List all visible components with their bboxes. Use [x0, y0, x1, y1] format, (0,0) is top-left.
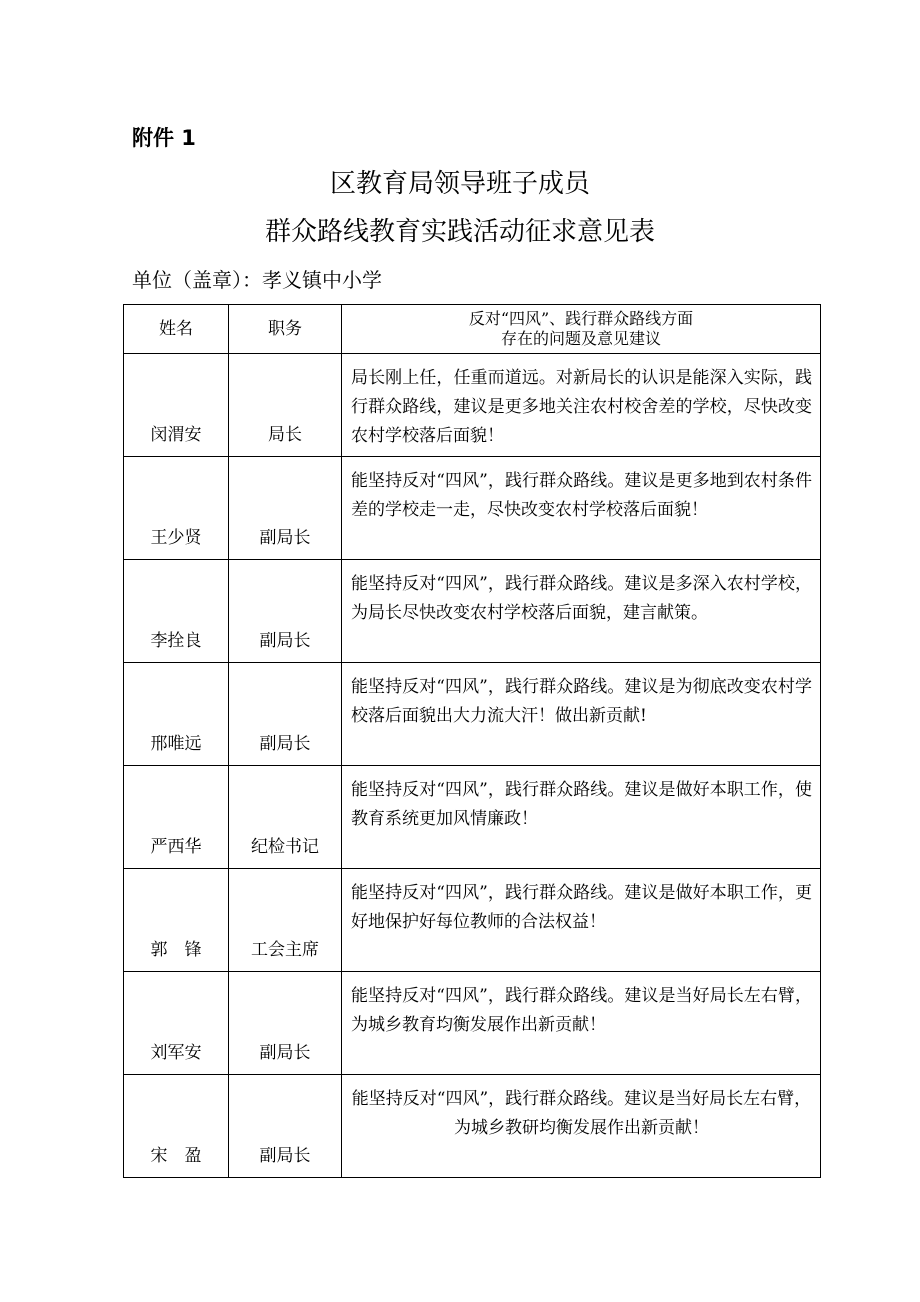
row-position: 工会主席 [229, 869, 342, 972]
row-position: 副局长 [229, 457, 342, 560]
table-row [124, 457, 821, 560]
table-row [124, 972, 821, 1075]
table-row [124, 1075, 821, 1178]
row-suggestion: 能坚持反对“四风”，践行群众路线。建议是当好局长左右臂，为城乡教研均衡发展作出新贡献！ [342, 1075, 821, 1178]
row-suggestion: 能坚持反对“四风”，践行群众路线。建议是多深入农村学校，为局长尽快改变农村学校落后面貌，建言献策。 [342, 560, 821, 663]
row-position: 副局长 [229, 972, 342, 1075]
header-name: 姓名 [124, 305, 229, 354]
row-name: 宋 盈 [124, 1075, 229, 1178]
title-line-2: 群众路线教育实践活动征求意见表 [264, 217, 655, 247]
row-position: 纪检书记 [229, 766, 342, 869]
row-suggestion: 能坚持反对“四风”，践行群众路线。建议是做好本职工作，更好地保护好每位教师的合法权益！ [342, 869, 821, 972]
row-position: 局长 [229, 354, 342, 457]
row-position: 副局长 [229, 560, 342, 663]
row-suggestion: 能坚持反对“四风”，践行群众路线。建议是为彻底改变农村学校落后面貌出大力流大汗！做出新贡献! [342, 663, 821, 766]
table-header-row [124, 305, 821, 354]
opinion-table [123, 304, 821, 1178]
row-name: 王少贤 [124, 457, 229, 560]
table-row [124, 869, 821, 972]
row-name: 闵渭安 [124, 354, 229, 457]
unit-line: 单位（盖章）：孝义镇中小学 [132, 268, 382, 292]
row-name: 刘军安 [124, 972, 229, 1075]
title-line-1: 区教育局领导班子成员 [329, 169, 590, 199]
table-row [124, 663, 821, 766]
row-suggestion: 局长刚上任，任重而道远。对新局长的认识是能深入实际，践行群众路线，建议是更多地关注农村校舍差的学校，尽快改变农村学校落后面貌！ [342, 354, 821, 457]
table-row [124, 354, 821, 457]
table-row [124, 560, 821, 663]
header-position: 职务 [229, 305, 342, 354]
row-name: 李拴良 [124, 560, 229, 663]
row-position: 副局长 [229, 663, 342, 766]
header-suggestion-line-2: 存在的问题及意见建议 [500, 329, 661, 348]
row-suggestion: 能坚持反对“四风”，践行群众路线。建议是当好局长左右臂，为城乡教育均衡发展作出新贡献！ [342, 972, 821, 1075]
header-suggestion-line-1: 反对“四风”、践行群众路线方面 [468, 309, 694, 328]
row-name: 严西华 [124, 766, 229, 869]
table-row [124, 766, 821, 869]
row-suggestion: 能坚持反对“四风”，践行群众路线。建议是做好本职工作，使教育系统更加风情廉政！ [342, 766, 821, 869]
row-name: 郭 锋 [124, 869, 229, 972]
row-suggestion: 能坚持反对“四风”，践行群众路线。建议是更多地到农村条件差的学校走一走，尽快改变农村学校落后面貌！ [342, 457, 821, 560]
row-name: 邢唯远 [124, 663, 229, 766]
attachment-label: 附件 1 [132, 126, 196, 150]
row-position: 副局长 [229, 1075, 342, 1178]
header-suggestion [342, 305, 821, 354]
